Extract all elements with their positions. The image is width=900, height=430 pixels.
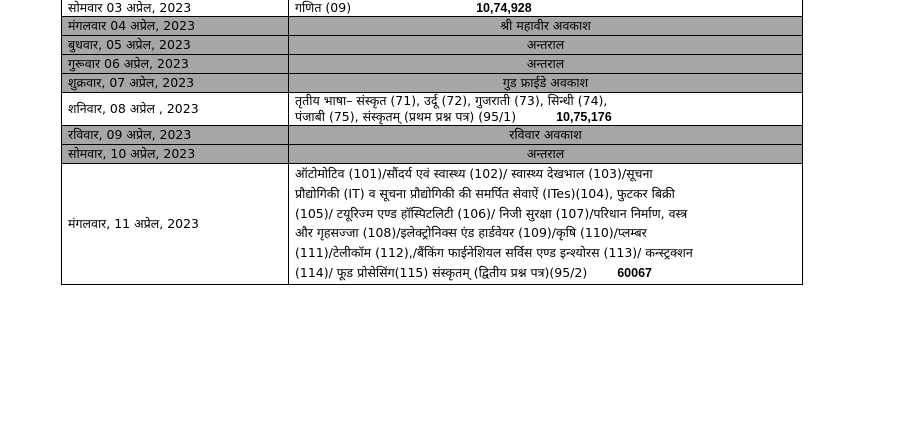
subject-line-text: (114)/ फूड प्रोसेसिंग(115) संस्कृतम् (द्वितीय प्रश्न पत्र)(95/2) (295, 264, 588, 280)
date-cell: रविवार, 09 अप्रेल, 2023 (62, 126, 289, 145)
date-cell: बुधवार, 05 अप्रेल, 2023 (62, 36, 289, 55)
date-cell: शुक्रवार, 07 अप्रेल, 2023 (62, 74, 289, 93)
subject-cell (289, 93, 803, 126)
subject-line (295, 109, 796, 125)
subject-text: गणित (09) (295, 0, 352, 15)
date-cell: मंगलवार 04 अप्रेल, 2023 (62, 17, 289, 36)
candidate-count: 10,75,176 (556, 110, 612, 124)
date-cell: मंगलवार, 11 अप्रेल, 2023 (62, 164, 289, 285)
table-row (62, 126, 803, 145)
subject-line: और गृहसज्जा (108)/इलेक्ट्रोनिक्स एंड हार्डवेयर (109)/कृषि (110)/प्लम्बर (295, 225, 647, 241)
date-cell: सोमवार 03 अप्रेल, 2023 (62, 0, 289, 17)
table-row (62, 36, 803, 55)
subject-cell: अन्तराल (289, 55, 803, 74)
date-cell: शनिवार, 08 अप्रेल , 2023 (62, 93, 289, 126)
subject-cell: अन्तराल (289, 36, 803, 55)
candidate-count: 10,74,928 (476, 0, 532, 15)
table-row (62, 55, 803, 74)
subject-cell: श्री महावीर अवकाश (289, 17, 803, 36)
subject-cell: रविवार अवकाश (289, 126, 803, 145)
date-cell: गुरूवार 06 अप्रेल, 2023 (62, 55, 289, 74)
subject-line: प्रौद्योगिकी (IT) व सूचना प्रौद्योगिकी की समर्पित सेवाऐं (ITes)(104), फुटकर बिक्री (295, 185, 675, 201)
subject-cell (289, 0, 803, 17)
subject-line-text: पंजाबी (75), संस्कृतम् (प्रथम प्रश्न पत्र) (95/1) (295, 109, 517, 124)
table-row (62, 164, 803, 285)
candidate-count: 60067 (617, 265, 652, 280)
table-row (62, 93, 803, 126)
exam-schedule-table (61, 0, 803, 285)
subject-line: ऑटोमोटिव (101)/सौंदर्य एवं स्वास्थ्य (102)/ स्वास्थ्य देखभाल (103)/सूचना (295, 166, 653, 181)
subject-cell: गुड फ्राईडे अवकाश (289, 74, 803, 93)
subject-line (295, 263, 796, 284)
table-row (62, 74, 803, 93)
table-row (62, 0, 803, 17)
subject-cell (289, 164, 803, 285)
table-row (62, 145, 803, 164)
subject-cell: अन्तराल (289, 145, 803, 164)
date-cell: सोमवार, 10 अप्रेल, 2023 (62, 145, 289, 164)
table-row (62, 17, 803, 36)
subject-line: (105)/ टयूरिज्म एण्ड हॉस्पिटलिटी (106)/ निजी सुरक्षा (107)/परिधान निर्माण, वस्त्र (295, 205, 688, 221)
subject-line: तृतीय भाषा– संस्कृत (71), उर्दू (72), गुजराती (73), सिन्धी (74), (295, 93, 608, 108)
subject-line: (111)/टेलीकॉम (112),/बैंकिंग फाईनेशियल सर्विस एण्ड इन्श्योरस (113)/ कन्स्ट्रक्शन (295, 245, 693, 261)
